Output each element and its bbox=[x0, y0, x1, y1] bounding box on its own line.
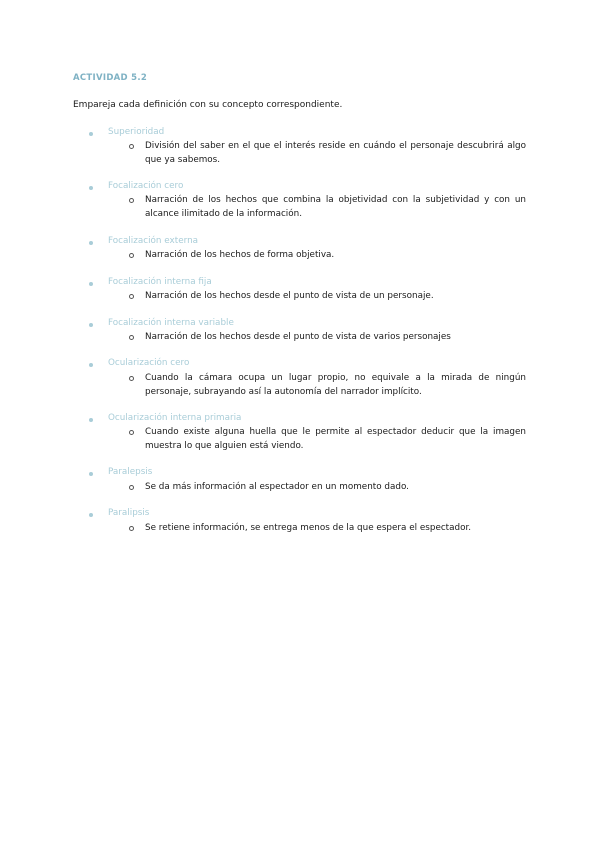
term-label: Focalización cero bbox=[108, 181, 184, 191]
term-label: Superioridad bbox=[108, 127, 165, 137]
circle-bullet-icon bbox=[129, 335, 134, 340]
definition-text: Narración de los hechos de forma objetiva. bbox=[145, 250, 335, 260]
circle-bullet-icon bbox=[129, 253, 134, 258]
definition-text: Cuando existe alguna huella que le permite al espectador deducir que la imagen muestra lo que alguien está viendo. bbox=[145, 427, 526, 451]
definition-text: Narración de los hechos desde el punto de vista de un personaje. bbox=[145, 291, 434, 301]
circle-bullet-icon bbox=[129, 376, 134, 381]
definition-text: División del saber en el que el interés reside en cuándo el personaje descubrirá algo que ya sabemos. bbox=[145, 141, 526, 165]
bullet-icon bbox=[89, 418, 93, 422]
definition-text: Narración de los hechos que combina la objetividad con la subjetividad y con un alcance ilimitado de la información. bbox=[145, 195, 526, 219]
circle-bullet-icon bbox=[129, 430, 134, 435]
term-label: Ocularización interna primaria bbox=[108, 413, 242, 423]
bullet-icon bbox=[89, 282, 93, 286]
bullet-icon bbox=[89, 132, 93, 136]
circle-bullet-icon bbox=[129, 526, 134, 531]
circle-bullet-icon bbox=[129, 198, 134, 203]
bullet-icon bbox=[89, 363, 93, 367]
term-label: Focalización interna fija bbox=[108, 277, 212, 287]
activity-instructions: Empareja cada definición con su concepto correspondiente. bbox=[73, 100, 343, 110]
bullet-icon bbox=[89, 241, 93, 245]
bullet-icon bbox=[89, 513, 93, 517]
definition-text: Se retiene información, se entrega menos de la que espera el espectador. bbox=[145, 523, 472, 533]
definition-text: Se da más información al espectador en un momento dado. bbox=[145, 482, 409, 492]
term-label: Paralipsis bbox=[108, 508, 150, 518]
circle-bullet-icon bbox=[129, 294, 134, 299]
bullet-icon bbox=[89, 323, 93, 327]
term-label: Paralepsis bbox=[108, 467, 153, 477]
term-label: Focalización externa bbox=[108, 236, 199, 246]
circle-bullet-icon bbox=[129, 144, 134, 149]
term-label: Focalización interna variable bbox=[108, 318, 234, 328]
definition-text: Narración de los hechos desde el punto de vista de varios personajes bbox=[145, 332, 451, 342]
activity-heading: ACTIVIDAD 5.2 bbox=[73, 73, 148, 83]
term-label: Ocularización cero bbox=[108, 358, 190, 368]
bullet-icon bbox=[89, 472, 93, 476]
definition-text: Cuando la cámara ocupa un lugar propio, no equivale a la mirada de ningún personaje, subrayando así la autonomía del narrador implícito. bbox=[145, 373, 526, 397]
circle-bullet-icon bbox=[129, 485, 134, 490]
bullet-icon bbox=[89, 186, 93, 190]
